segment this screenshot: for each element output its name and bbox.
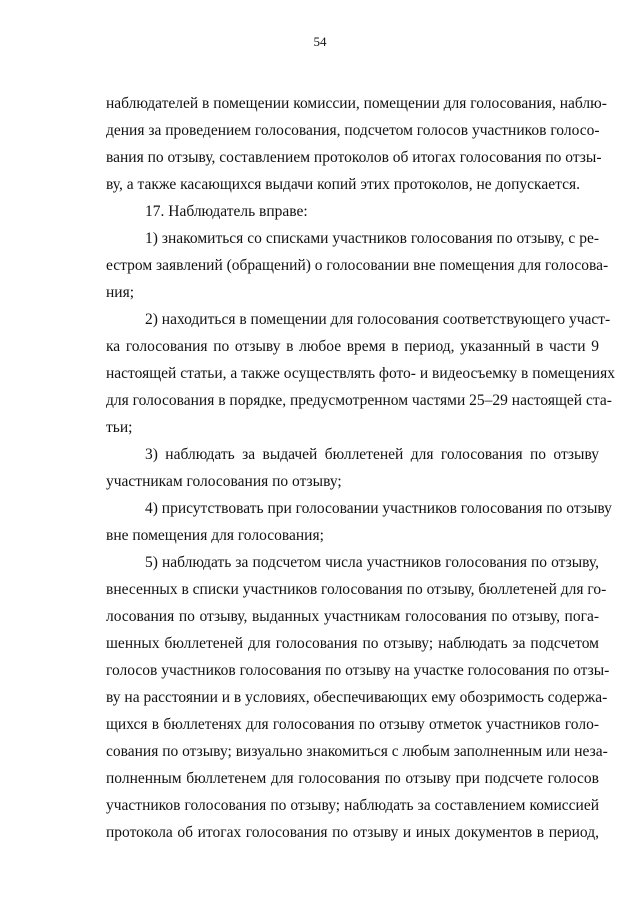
text-line: внесенных в списки участников голосования по отзыву, бюллетеней для го- — [106, 581, 607, 598]
text-line: 2) находиться в помещении для голосования соответствующего участ- — [145, 311, 611, 328]
text-line: участников голосования по отзыву; наблюдать за составлением комиссией — [106, 797, 599, 814]
text-line: наблюдателей в помещении комиссии, помещении для голосования, наблю- — [106, 95, 607, 112]
text-line: ву на расстоянии и в условиях, обеспечивающих ему обозримость содержа- — [106, 689, 608, 706]
text-line: 3) наблюдать за выдачей бюллетеней для голосования по отзыву — [145, 446, 599, 463]
text-line: вне помещения для голосования; — [106, 527, 324, 544]
text-line: лосования по отзыву, выданных участникам голосования по отзыву, пога- — [106, 608, 599, 625]
text-line: для голосования в порядке, предусмотренном частями 25–29 настоящей ста- — [106, 392, 612, 409]
text-line: ву, а также касающихся выдачи копий этих протоколов, не допускается. — [106, 176, 580, 193]
text-line: ка голосования по отзыву в любое время в период, указанный в части 9 — [106, 338, 599, 355]
text-line: голосов участников голосования по отзыву на участке голосования по отзы- — [106, 662, 610, 679]
text-line: щихся в бюллетенях для голосования по отзыву отметок участников голо- — [106, 716, 599, 733]
text-line: ния; — [106, 284, 135, 301]
text-line: шенных бюллетеней для голосования по отзыву; наблюдать за подсчетом — [106, 635, 599, 652]
text-line: сования по отзыву; визуально знакомиться с любым заполненным или неза- — [106, 743, 608, 760]
text-line: вания по отзыву, составлением протоколов об итогах голосования по отзы- — [106, 149, 602, 166]
text-line: участникам голосования по отзыву; — [106, 473, 342, 490]
page-number: 54 — [313, 34, 327, 49]
text-line: 5) наблюдать за подсчетом числа участников голосования по отзыву, — [145, 554, 599, 571]
text-line: настоящей статьи, а также осуществлять фото- и видеосъемку в помещениях — [106, 365, 615, 382]
paragraph-heading: 17. Наблюдатель вправе: — [145, 203, 308, 220]
text-line: естром заявлений (обращений) о голосовании вне помещения для голосова- — [106, 257, 609, 274]
text-line: полненным бюллетенем для голосования по отзыву при подсчете голосов — [106, 770, 599, 787]
text-line: 1) знакомиться со списками участников голосования по отзыву, с ре- — [145, 230, 599, 247]
text-line: 4) присутствовать при голосовании участников голосования по отзыву — [145, 500, 612, 517]
text-line: дения за проведением голосования, подсчетом голосов участников голосо- — [106, 122, 600, 139]
text-line: тьи; — [106, 419, 133, 436]
text-line: протокола об итогах голосования по отзыву и иных документов в период, — [106, 824, 599, 841]
